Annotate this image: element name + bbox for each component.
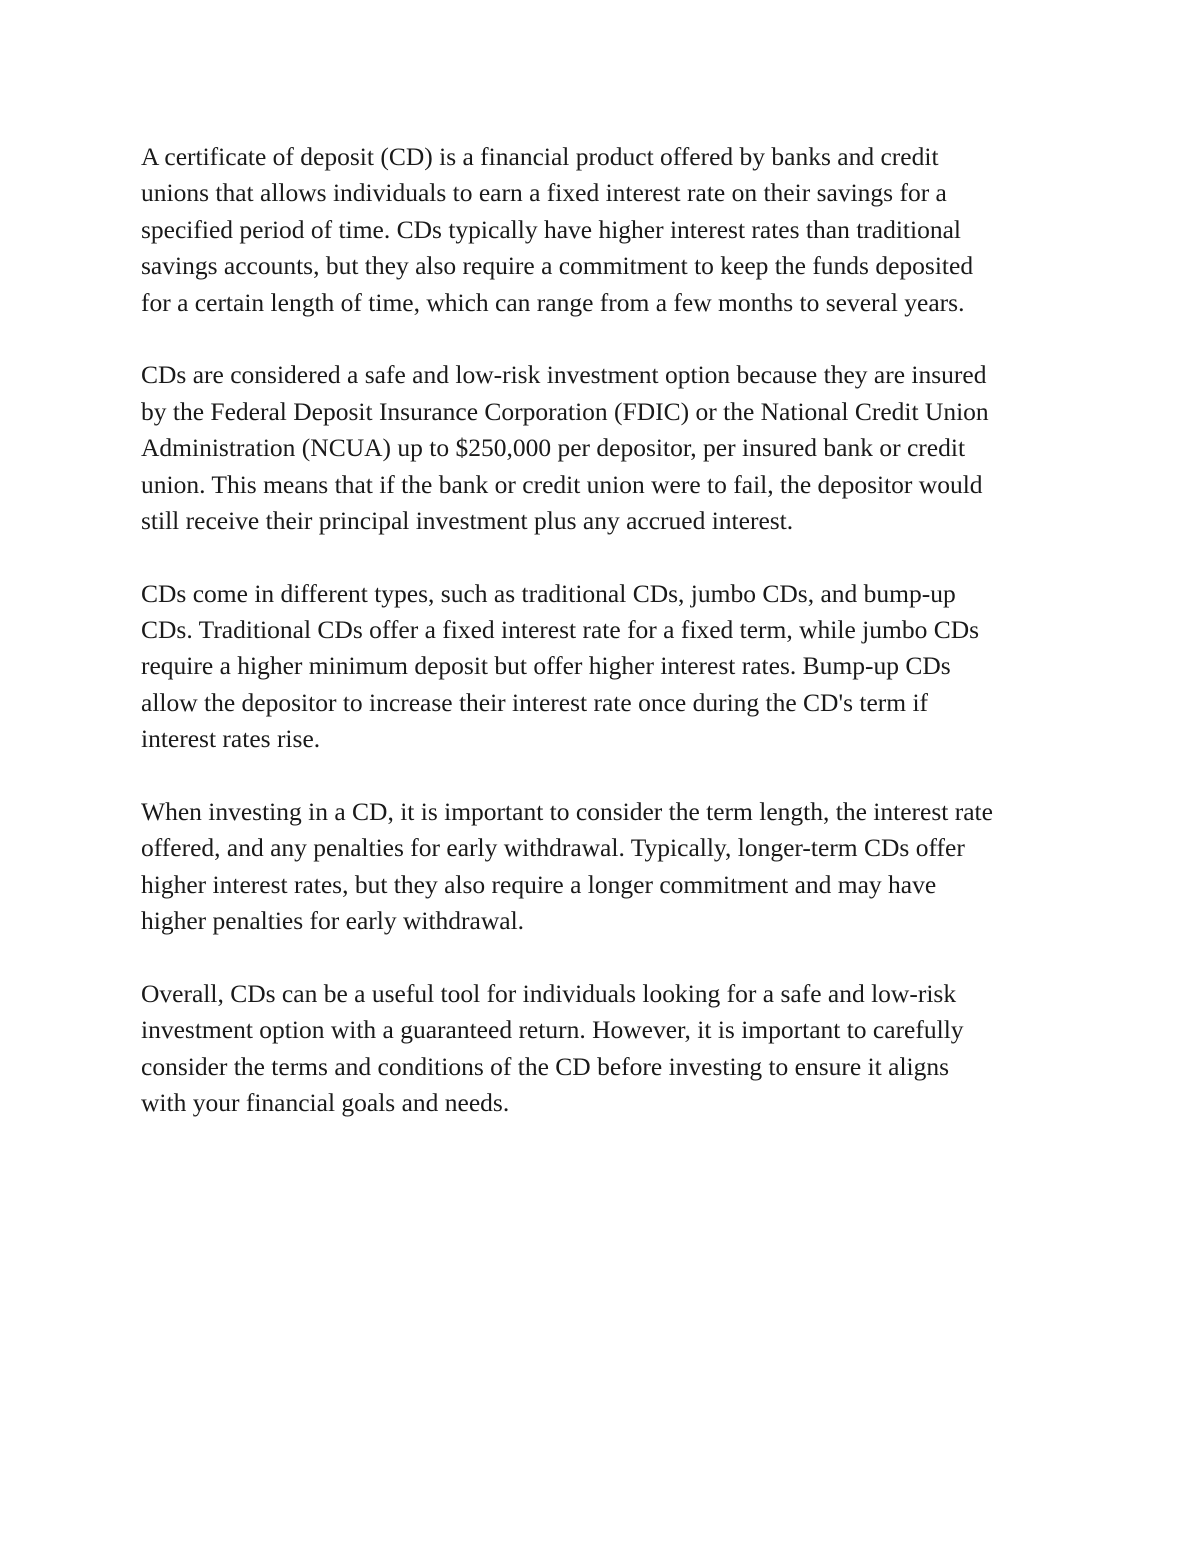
text-line: with your financial goals and needs. [141,1088,510,1118]
text-line: investment option with a guaranteed return. However, it is important to carefully [141,1015,964,1045]
document-body [141,139,1071,1158]
text-line: union. This means that if the bank or credit union were to fail, the depositor would [141,469,983,499]
text-line: savings accounts, but they also require a commitment to keep the funds deposited [141,251,974,281]
text-line: A certificate of deposit (CD) is a financial product offered by banks and credit [141,142,939,171]
text-line: higher penalties for early withdrawal. [141,906,525,936]
text-line: by the Federal Deposit Insurance Corporation (FDIC) or the National Credit Union [141,396,989,426]
text-line: interest rates rise. [141,724,321,754]
text-line: require a higher minimum deposit but offer higher interest rates. Bump-up CDs [141,651,951,681]
text-line: CDs. Traditional CDs offer a fixed interest rate for a fixed term, while jumbo CDs [141,615,980,645]
text-line: Overall, CDs can be a useful tool for individuals looking for a safe and low-risk [141,978,957,1008]
text-line: consider the terms and conditions of the CD before investing to ensure it aligns [141,1051,950,1081]
paragraph-cd-definition [141,139,1071,321]
text-line: higher interest rates, but they also require a longer commitment and may have [141,869,937,899]
text-line: When investing in a CD, it is important to consider the term length, the interest rate [141,797,993,827]
text-line: Administration (NCUA) up to $250,000 per depositor, per insured bank or credit [141,433,966,463]
text-line: CDs are considered a safe and low-risk investment option because they are insured [141,360,987,390]
paragraph-cd-summary [141,976,1071,1122]
text-line: for a certain length of time, which can range from a few months to several years. [141,287,965,317]
text-line: allow the depositor to increase their interest rate once during the CD's term if [141,687,929,717]
text-line: CDs come in different types, such as traditional CDs, jumbo CDs, and bump-up [141,578,956,608]
text-line: unions that allows individuals to earn a fixed interest rate on their savings for a [141,178,947,208]
text-line: still receive their principal investment plus any accrued interest. [141,505,794,535]
text-line: specified period of time. CDs typically have higher interest rates than traditional [141,214,961,244]
paragraph-cd-types [141,576,1071,758]
paragraph-cd-considerations [141,794,1071,940]
text-line: offered, and any penalties for early withdrawal. Typically, longer-term CDs offer [141,833,965,863]
paragraph-cd-safety [141,357,1071,539]
